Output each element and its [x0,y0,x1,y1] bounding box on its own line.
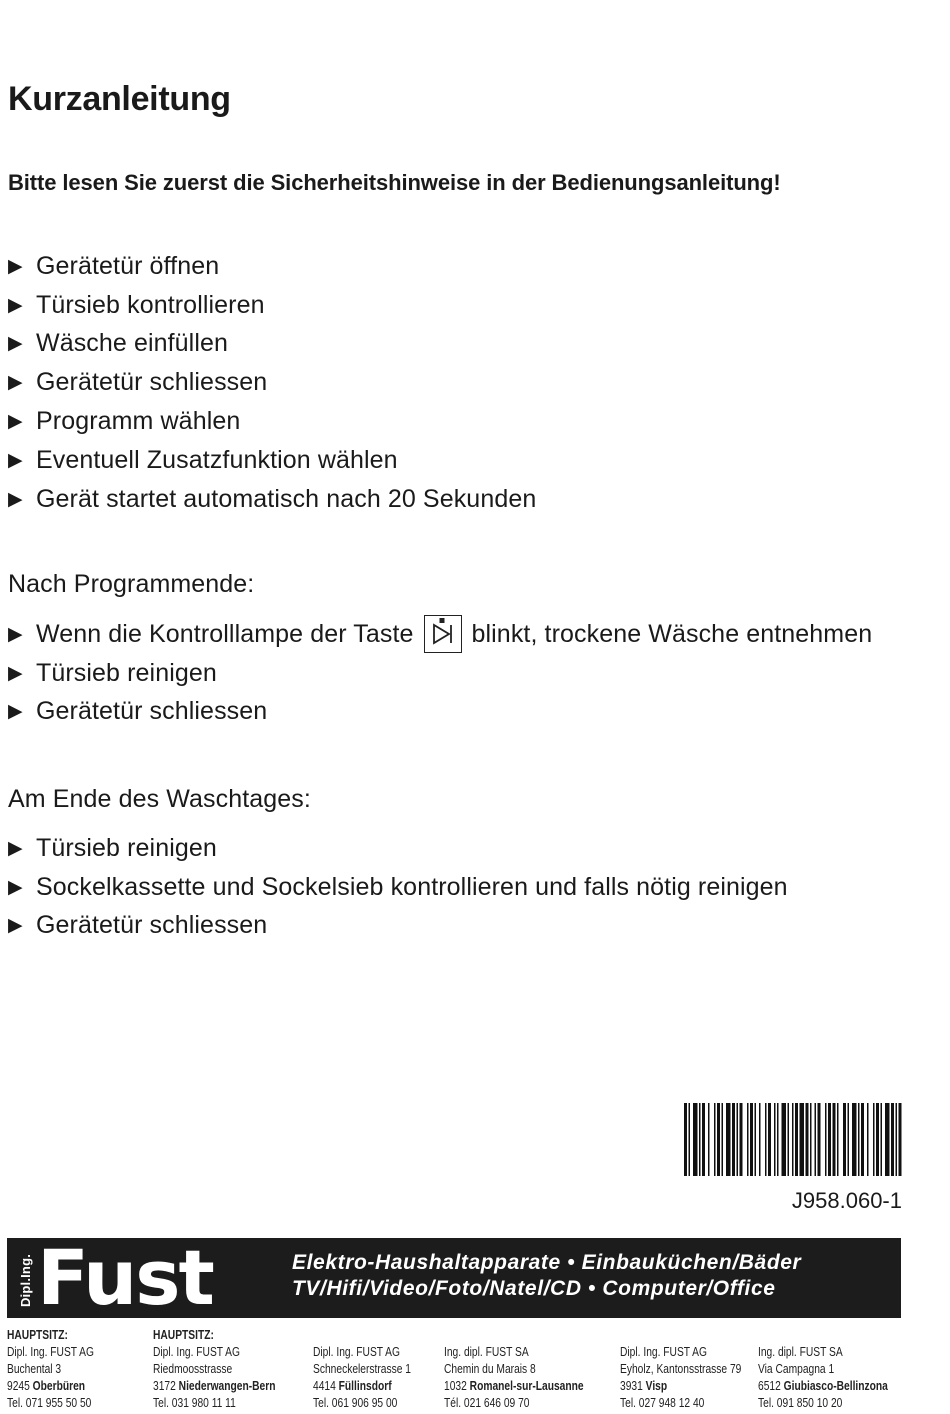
barcode-bar [732,1103,735,1176]
barcode-bar [768,1103,771,1176]
after-program-heading: Nach Programmende: [8,570,255,598]
list-item: ▶ Gerätetür schliessen [8,911,268,940]
list-item: ▶ Türsieb kontrollieren [8,290,265,319]
barcode-bar [708,1103,710,1176]
list-item: ▶ Sockelkassette und Sockelsieb kontrollieren und falls nötig reinigen [8,872,788,901]
start-pause-key-icon [424,615,462,653]
barcode-bar [810,1103,812,1176]
address-block: HAUPTSITZ: Dipl. Ing. FUST AG Buchental 3 9245 Oberbüren Tel. 071 955 50 50 [7,1328,94,1410]
list-item: ▶ Türsieb reinigen [8,658,217,687]
barcode-bar [833,1103,836,1176]
barcode-bar [896,1103,898,1176]
barcode-bar [684,1103,687,1176]
address-block: Dipl. Ing. FUST AG Schneckelerstrasse 1 4414 Füllinsdorf Tel. 061 906 95 00 [313,1345,412,1410]
barcode-bar [689,1103,691,1176]
end-of-day-list [8,829,788,945]
barcode-bar [848,1103,850,1176]
list-item: ▶ Türsieb reinigen [8,833,217,862]
barcode-bar [891,1103,894,1176]
fust-logo: Fust [37,1233,213,1322]
barcode-bar [881,1103,883,1176]
list-item: ▶ Programm wählen [8,407,241,436]
barcode-bar [800,1103,805,1176]
barcode-bar [726,1103,731,1176]
barcode-bar [788,1103,790,1176]
barcode-bar [693,1103,698,1176]
barcode-bar [795,1103,798,1176]
address-block: Ing. dipl. FUST SA Via Campagna 1 6512 Giubiasco-Bellinzona Tel. 091 850 10 20 [758,1345,888,1410]
barcode-bar [843,1103,846,1176]
arrow-icon: ▶ [8,449,23,471]
list-item: ▶ Gerät startet automatisch nach 20 Sekunden [8,484,537,513]
barcode-bar [755,1103,757,1176]
barcode-bar [885,1103,890,1176]
fust-banner [7,1233,901,1322]
barcode-bar [737,1103,739,1176]
barcode-bar [792,1103,794,1176]
arrow-icon: ▶ [8,623,23,645]
arrow-icon: ▶ [8,411,23,433]
barcode-bar [818,1103,821,1176]
arrow-icon: ▶ [8,837,23,859]
address-block: Dipl. Ing. FUST AG Eyholz, Kantonsstrasse 79 3931 Visp Tel. 027 948 12 40 [620,1345,742,1410]
barcode-bar [825,1103,827,1176]
barcode-bar [740,1103,743,1176]
address-block: HAUPTSITZ: Dipl. Ing. FUST AG Riedmoosstrasse 3172 Niederwangen-Bern Tel. 031 980 11 11 [153,1328,276,1410]
start-steps-list [8,247,536,519]
list-item: ▶ Wäsche einfüllen [8,329,228,358]
barcode-bar [747,1103,749,1176]
barcode-bar [722,1103,724,1176]
arrow-icon: ▶ [8,662,23,684]
list-item: ▶ Wenn die Kontrolllampe der Taste blinkt, trockene Wäsche entnehmen [8,615,872,654]
list-item: ▶ Gerätetür öffnen [8,251,220,280]
barcode-bar [837,1103,839,1176]
barcode-bar [699,1103,701,1176]
arrow-icon: ▶ [8,876,23,898]
page-title: Kurzanleitung [8,80,231,118]
address-block: Ing. dipl. FUST SA Chemin du Marais 8 1032 Romanel-sur-Lausanne Tél. 021 646 09 70 [444,1345,584,1410]
barcode-bar [873,1103,875,1176]
arrow-icon: ▶ [8,255,23,277]
after-program-list [8,615,872,731]
end-of-day-heading: Am Ende des Waschtages: [8,785,311,813]
barcode-bar [750,1103,753,1176]
banner-tagline-1: Elektro-Haushaltapparate • Einbauküchen/Bäder [292,1251,802,1274]
barcode-bar [714,1103,716,1176]
barcode-bar [815,1103,817,1176]
banner-tagline-2: TV/Hifi/Video/Foto/Natel/CD • Computer/Office [292,1277,776,1300]
arrow-icon: ▶ [8,915,23,937]
list-item: ▶ Gerätetür schliessen [8,697,268,726]
safety-warning: Bitte lesen Sie zuerst die Sicherheitshinweise in der Bedienungsanleitung! [8,170,781,195]
barcode-bar [806,1103,809,1176]
arrow-icon: ▶ [8,372,23,394]
barcode-bar [828,1103,831,1176]
arrow-icon: ▶ [8,488,23,510]
barcode-bar [759,1103,761,1176]
barcode-bar [852,1103,857,1176]
barcode-bar [861,1103,864,1176]
barcode-bar [899,1103,902,1176]
arrow-icon: ▶ [8,701,23,723]
dipl-ing-label: Dipl.Ing. [18,1253,34,1307]
barcode [684,1103,903,1176]
list-item: ▶ Gerätetür schliessen [8,368,268,397]
barcode-bar [867,1103,869,1176]
barcode-bar [774,1103,776,1176]
arrow-icon: ▶ [8,333,23,355]
list-item: ▶ Eventuell Zusatzfunktion wählen [8,445,398,474]
arrow-icon: ▶ [8,294,23,316]
barcode-bar [858,1103,860,1176]
barcode-bar [782,1103,787,1176]
barcode-bar [717,1103,720,1176]
barcode-number: J958.060-1 [791,1188,902,1213]
barcode-bar [777,1103,779,1176]
barcode-bar [702,1103,705,1176]
barcode-bar [876,1103,879,1176]
barcode-bar [765,1103,767,1176]
